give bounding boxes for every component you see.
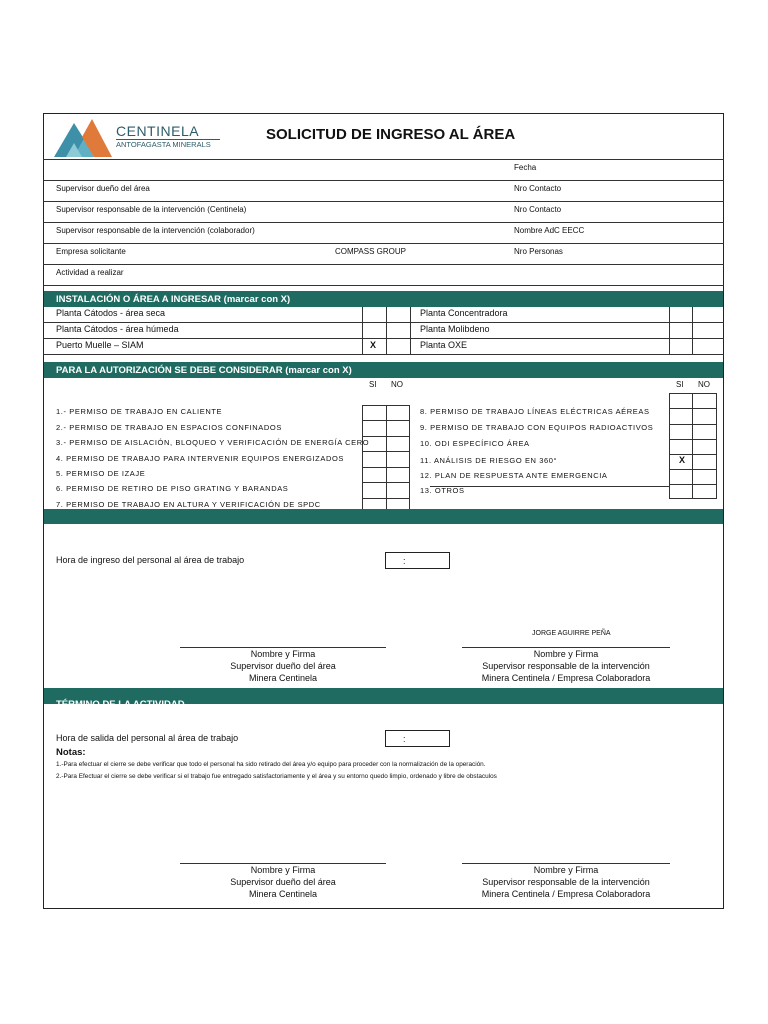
divider xyxy=(430,486,669,487)
area-mark[interactable]: X xyxy=(370,340,377,350)
notas-title: Notas: xyxy=(56,747,86,758)
nro-contacto-label: Nro Contacto xyxy=(514,184,562,193)
area-option: Planta Cátodos - área húmeda xyxy=(56,324,179,334)
divider xyxy=(692,307,693,354)
divider xyxy=(43,338,724,339)
autorizacion-header: PARA LA AUTORIZACIÓN SE DEBE CONSIDERAR (marcar con X) xyxy=(44,362,723,378)
divider xyxy=(669,408,717,409)
no-header: NO xyxy=(391,380,403,389)
divider xyxy=(410,307,411,354)
divider xyxy=(669,424,717,425)
area-option: Planta Cátodos - área seca xyxy=(56,308,166,318)
divider xyxy=(409,405,410,513)
signature-right: Nombre y Firma Supervisor responsable de la intervención Minera Centinela / Empresa Colaboradora xyxy=(462,647,670,684)
permiso-item: 9. PERMISO DE TRABAJO CON EQUIPOS RADIOACTIVOS xyxy=(420,423,654,432)
hora-ingreso-label: Hora de ingreso del personal al área de trabajo xyxy=(56,555,245,565)
divider xyxy=(43,322,724,323)
si-header: SI xyxy=(369,380,377,389)
ingreso-header-bar xyxy=(44,509,723,524)
hora-ingreso-value: : xyxy=(403,556,406,566)
area-option: Planta Molibdeno xyxy=(420,324,490,334)
divider xyxy=(43,354,724,355)
supervisor-name: JORGE AGUIRRE PEÑA xyxy=(532,630,611,637)
divider xyxy=(669,484,717,485)
divider xyxy=(362,451,410,452)
no-header: NO xyxy=(698,380,710,389)
divider xyxy=(362,467,410,468)
divider xyxy=(43,243,724,244)
form-title: SOLICITUD DE INGRESO AL ÁREA xyxy=(266,126,516,143)
divider xyxy=(43,264,724,265)
divider xyxy=(386,307,387,354)
signature-left: Nombre y Firma Supervisor dueño del área Minera Centinela xyxy=(180,863,386,900)
centinela-logo-icon xyxy=(52,117,114,159)
area-option: Planta Concentradora xyxy=(420,308,508,318)
signature-left: Nombre y Firma Supervisor dueño del área Minera Centinela xyxy=(180,647,386,684)
nota-1: 1.-Para efectuar el cierre se debe verificar que todo el personal ha sido retirado del área y/o equipo para proceder con la normalización de la operación. xyxy=(56,761,486,768)
permiso-item: 12. PLAN DE RESPUESTA ANTE EMERGENCIA xyxy=(420,471,608,480)
hora-ingreso-input[interactable] xyxy=(385,552,450,569)
fecha-label: Fecha xyxy=(514,163,537,172)
nro-contacto-label: Nro Contacto xyxy=(514,205,562,214)
divider xyxy=(669,393,717,394)
permiso-item: 8. PERMISO DE TRABAJO LÍNEAS ELÉCTRICAS AÉREAS xyxy=(420,407,650,416)
actividad-label: Actividad a realizar xyxy=(56,268,124,277)
divider xyxy=(362,405,363,513)
permiso-item: 13. OTROS xyxy=(420,486,465,495)
permiso-item: 1.- PERMISO DE TRABAJO EN CALIENTE xyxy=(56,407,223,416)
divider xyxy=(43,180,724,181)
divider xyxy=(43,285,724,286)
logo-subtitle: ANTOFAGASTA MINERALS xyxy=(116,140,211,149)
permiso-item: 11. ANÁLISIS DE RIESGO EN 360° xyxy=(420,456,558,465)
permiso-item: 2.- PERMISO DE TRABAJO EN ESPACIOS CONFINADOS xyxy=(56,423,282,432)
nro-personas-label: Nro Personas xyxy=(514,247,563,256)
divider xyxy=(669,439,717,440)
nombre-adc-label: Nombre AdC EECC xyxy=(514,226,585,235)
si-header: SI xyxy=(676,380,684,389)
permiso-item: 6. PERMISO DE RETIRO DE PISO GRATING Y BARANDAS xyxy=(56,484,289,493)
permiso-mark[interactable]: X xyxy=(679,455,686,465)
divider xyxy=(362,482,410,483)
hora-salida-input[interactable] xyxy=(385,730,450,747)
logo-name: CENTINELA xyxy=(116,123,200,139)
area-option: Puerto Muelle – SIAM xyxy=(56,340,144,350)
permiso-item: 7. PERMISO DE TRABAJO EN ALTURA Y VERIFICACIÓN DE SPDC xyxy=(56,500,321,509)
nota-2: 2.-Para Efectuar el cierre se debe verificar si el trabajo fue entregado satisfactoriamente y el área y su entorno quedo limpio, ordenado y libre de obstaculos xyxy=(56,773,497,780)
permiso-item: 4. PERMISO DE TRABAJO PARA INTERVENIR EQUIPOS ENERGIZADOS xyxy=(56,454,345,463)
divider xyxy=(669,307,670,354)
hora-salida-value: : xyxy=(403,734,406,744)
divider xyxy=(362,436,410,437)
signature-right: Nombre y Firma Supervisor responsable de la intervención Minera Centinela / Empresa Colaboradora xyxy=(462,863,670,900)
divider xyxy=(669,498,717,499)
divider xyxy=(43,159,724,160)
divider xyxy=(362,405,410,406)
permiso-item: 3.- PERMISO DE AISLACIÓN, BLOQUEO Y VERIFICACIÓN DE ENERGÍA CERO xyxy=(56,438,370,447)
divider xyxy=(362,498,410,499)
hora-salida-label: Hora de salida del personal al área de trabajo xyxy=(56,733,239,743)
area-option: Planta OXE xyxy=(420,340,468,350)
instalacion-header: INSTALACIÓN O ÁREA A INGRESAR (marcar con X) xyxy=(44,291,723,307)
permiso-item: 10. ODI ESPECÍFICO ÁREA xyxy=(420,439,530,448)
supervisor-centinela-label: Supervisor responsable de la intervención (Centinela) xyxy=(56,205,247,214)
empresa-value: COMPASS GROUP xyxy=(335,247,406,256)
supervisor-colaborador-label: Supervisor responsable de la intervención (colaborador) xyxy=(56,226,255,235)
divider xyxy=(43,222,724,223)
divider xyxy=(362,307,363,354)
divider xyxy=(386,405,387,513)
divider xyxy=(43,201,724,202)
divider xyxy=(669,469,717,470)
termino-header: TÉRMINO DE LA ACTIVIDAD xyxy=(44,688,723,704)
supervisor-dueno-label: Supervisor dueño del área xyxy=(56,184,150,193)
divider xyxy=(669,454,717,455)
empresa-label: Empresa solicitante xyxy=(56,247,126,256)
permiso-item: 5. PERMISO DE IZAJE xyxy=(56,469,146,478)
divider xyxy=(362,420,410,421)
